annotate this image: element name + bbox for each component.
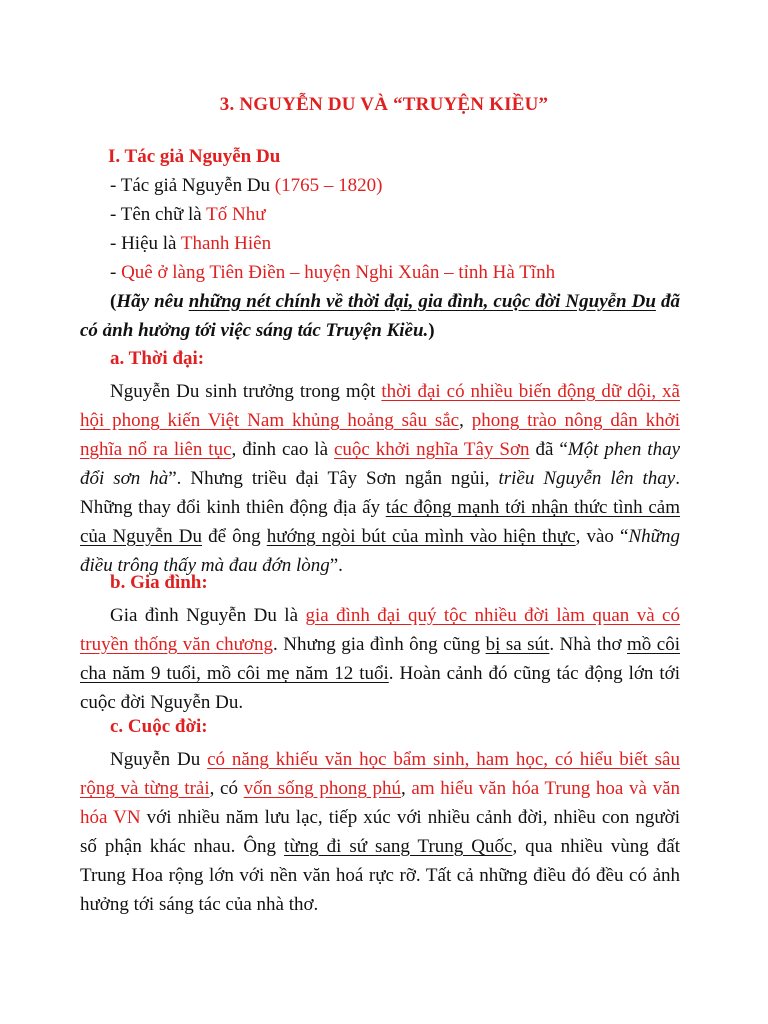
section-era (80, 344, 680, 580)
section-life (80, 712, 680, 919)
era-paragraph: Nguyễn Du sinh trưởng trong một thời đại có nhiều biến động dữ dội, xã hội phong kiến Việt Nam khủng hoảng sâu sắc, phong trào nông dân khởi nghĩa nổ ra liên tục, đỉnh cao là cuộc khởi nghĩa Tây Sơn đã “Một phen thay đổi sơn hà”. Nhưng triều đại Tây Sơn ngắn ngủi, triều Nguyễn lên thay. Những thay đổi kinh thiên động địa ấy tác động mạnh tới nhận thức tình cảm của Nguyễn Du để ông hướng ngòi bút của mình vào hiện thực, vào “Những điều trông thấy mà đau đớn lòng”. (80, 381, 680, 576)
life-paragraph: Nguyễn Du có năng khiếu văn học bẩm sinh, ham học, có hiểu biết sâu rộng và từng trải, có vốn sống phong phú, am hiểu văn hóa Trung hoa và văn hóa VN với nhiều năm lưu lạc, tiếp xúc với nhiều cảnh đời, nhiều con người số phận khác nhau. Ông từng đi sứ sang Trung Quốc, qua nhiều vùng đất Trung Hoa rộng lớn với nền văn hoá rực rỡ. Tất cả những điều đó đều có ảnh hưởng tới sáng tác của nhà thơ. (80, 749, 681, 915)
section-heading-family: b. Gia đình: (110, 572, 208, 593)
section-heading-life: c. Cuộc đời: (110, 716, 208, 737)
author-fact-pen-name: - Tên chữ là Tố Như (110, 204, 266, 225)
section-heading-era: a. Thời đại: (110, 348, 205, 369)
study-question: (Hãy nêu những nét chính về thời đại, gia đình, cuộc đời Nguyễn Du đã có ảnh hưởng tới việc sáng tác Truyện Kiều.) (80, 291, 681, 341)
document-title: 3. NGUYỄN DU VÀ “TRUYỆN KIỀU” (219, 94, 549, 115)
section-family (80, 568, 680, 717)
section-author (80, 142, 680, 345)
author-fact-years: - Tác giả Nguyễn Du (1765 – 1820) (110, 175, 383, 196)
author-fact-hometown: - Quê ở làng Tiên Điền – huyện Nghi Xuân – tỉnh Hà Tĩnh (110, 262, 556, 283)
author-fact-alias: - Hiệu là Thanh Hiên (110, 233, 272, 254)
family-paragraph: Gia đình Nguyễn Du là gia đình đại quý tộc nhiều đời làm quan và có truyền thống văn chương. Nhưng gia đình ông cũng bị sa sút. Nhà thơ mồ côi cha năm 9 tuổi, mồ côi mẹ năm 12 tuổi. Hoàn cảnh đó cũng tác động lớn tới cuộc đời Nguyễn Du. (80, 605, 681, 713)
section-heading-author: I. Tác giả Nguyễn Du (108, 146, 281, 167)
